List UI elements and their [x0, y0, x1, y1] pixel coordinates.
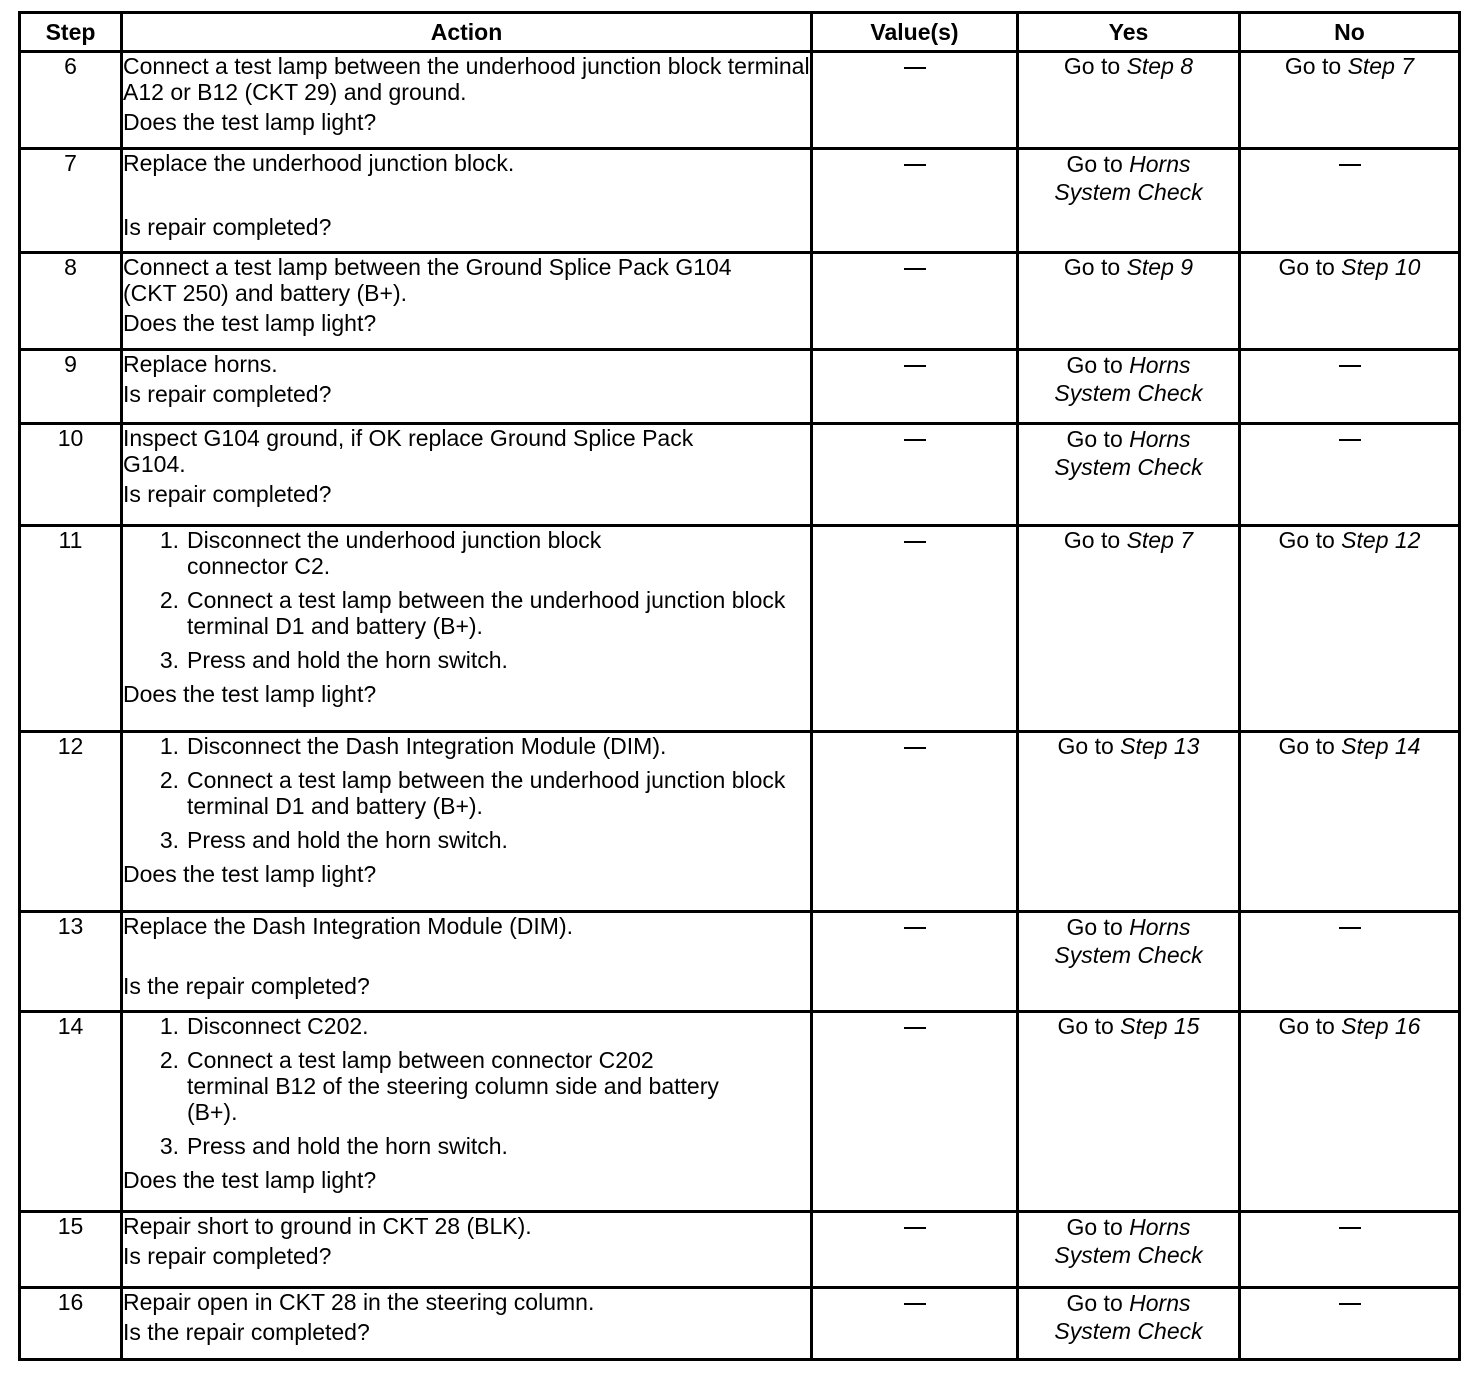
yes-goto-target: Horns [1129, 426, 1191, 452]
step-number: 9 [20, 350, 122, 424]
value-cell [812, 1012, 1018, 1212]
step-number: 8 [20, 253, 122, 350]
yes-goto-target: Horns [1129, 352, 1191, 378]
action-cell [122, 350, 812, 424]
dash-mark [904, 268, 926, 270]
yes-goto-prefix: Go to [1066, 914, 1123, 940]
dash-mark [1339, 1303, 1361, 1305]
step-number: 14 [20, 1012, 122, 1212]
dash-mark [904, 927, 926, 929]
yes-goto-prefix: Go to [1066, 1214, 1123, 1240]
action-cell [122, 424, 812, 526]
table-row-step-11 [20, 526, 1460, 732]
step-number: 12 [20, 732, 122, 912]
yes-goto-target: Step 9 [1126, 254, 1194, 280]
step-number: 16 [20, 1288, 122, 1360]
action-question: Is repair completed? [123, 214, 332, 240]
action-question: Does the test lamp light? [123, 861, 377, 887]
dash-mark [1339, 1227, 1361, 1229]
yes-goto-target: Step 8 [1126, 53, 1194, 79]
dash-mark [904, 1303, 926, 1305]
action-question: Does the test lamp light? [123, 681, 377, 707]
list-item: 1. Disconnect the Dash Integration Module (DIM). [159, 733, 667, 759]
list-item: 1. Disconnect the underhood junction block connector C2. [159, 527, 602, 579]
no-goto-prefix: Go to [1278, 254, 1335, 280]
action-question: Does the test lamp light? [123, 1167, 377, 1193]
list-item: 2. Connect a test lamp between the underhood junction block terminal D1 and battery (B+). [159, 587, 786, 639]
header-row [20, 13, 1460, 52]
no-cell [1240, 1288, 1460, 1360]
action-question: Does the test lamp light? [123, 109, 377, 135]
action-text: Connect a test lamp between the underhood junction block terminal A12 or B12 (CKT 29) and ground. [123, 53, 810, 105]
dash-mark [1339, 164, 1361, 166]
yes-cell [1018, 424, 1240, 526]
yes-goto-prefix: Go to [1063, 254, 1121, 280]
table-row-step-14 [20, 1012, 1460, 1212]
dash-mark [1339, 927, 1361, 929]
substep-list [123, 1013, 810, 1167]
substep-list [123, 527, 810, 681]
action-text: Inspect G104 ground, if OK replace Ground Splice Pack G104. [123, 425, 694, 477]
yes-goto-target-line2: System Check [1054, 1242, 1203, 1268]
value-cell [812, 732, 1018, 912]
action-text: Replace horns. [123, 351, 278, 377]
step-number: 13 [20, 912, 122, 1012]
yes-cell [1018, 52, 1240, 149]
step-number: 10 [20, 424, 122, 526]
yes-cell [1018, 1288, 1240, 1360]
value-cell [812, 149, 1018, 253]
yes-goto-target: Horns [1129, 1214, 1191, 1240]
dash-mark [1339, 365, 1361, 367]
no-goto-target: Step 14 [1341, 733, 1421, 759]
yes-goto-prefix: Go to [1066, 151, 1123, 177]
no-cell [1240, 912, 1460, 1012]
yes-goto-prefix: Go to [1057, 1013, 1114, 1039]
no-goto-target: Step 7 [1347, 53, 1415, 79]
value-cell [812, 52, 1018, 149]
dash-mark [904, 541, 926, 543]
yes-goto-target: Step 7 [1126, 527, 1194, 553]
table-row-step-8 [20, 253, 1460, 350]
header-action: Action [122, 13, 812, 52]
dash-mark [904, 747, 926, 749]
action-cell [122, 526, 812, 732]
yes-goto-target-line2: System Check [1054, 454, 1203, 480]
action-text: Replace the underhood junction block. [123, 150, 515, 176]
dash-mark [904, 67, 926, 69]
action-cell [122, 52, 812, 149]
value-cell [812, 1212, 1018, 1288]
table-row-step-6 [20, 52, 1460, 149]
no-goto-prefix: Go to [1278, 1013, 1335, 1039]
table-row-step-10 [20, 424, 1460, 526]
no-cell [1240, 1212, 1460, 1288]
table-row-step-15 [20, 1212, 1460, 1288]
yes-cell [1018, 350, 1240, 424]
yes-cell [1018, 253, 1240, 350]
diagnostic-table-sheet [18, 11, 1458, 1361]
header-no: No [1240, 13, 1460, 52]
yes-goto-target: Step 13 [1120, 733, 1200, 759]
step-number: 11 [20, 526, 122, 732]
yes-goto-target-line2: System Check [1054, 1318, 1203, 1344]
dash-mark [1339, 439, 1361, 441]
header-step: Step [20, 13, 122, 52]
yes-goto-prefix: Go to [1063, 53, 1121, 79]
yes-goto-target-line2: System Check [1054, 380, 1203, 406]
yes-goto-prefix: Go to [1063, 527, 1121, 553]
no-goto-target: Step 10 [1341, 254, 1421, 280]
header-yes: Yes [1018, 13, 1240, 52]
list-item: 3. Press and hold the horn switch. [159, 827, 508, 853]
no-cell [1240, 52, 1460, 149]
action-question: Is repair completed? [123, 381, 332, 407]
action-cell [122, 1212, 812, 1288]
action-question: Is the repair completed? [123, 1319, 370, 1345]
step-number: 15 [20, 1212, 122, 1288]
table-row-step-9 [20, 350, 1460, 424]
action-text: Repair short to ground in CKT 28 (BLK). [123, 1213, 532, 1239]
yes-goto-target: Horns [1129, 1290, 1191, 1316]
no-goto-prefix: Go to [1278, 733, 1335, 759]
yes-goto-target: Horns [1129, 914, 1191, 940]
no-cell [1240, 253, 1460, 350]
action-cell [122, 912, 812, 1012]
yes-goto-prefix: Go to [1066, 426, 1123, 452]
dash-mark [904, 439, 926, 441]
action-cell [122, 1288, 812, 1360]
value-cell [812, 350, 1018, 424]
no-cell [1240, 526, 1460, 732]
no-cell [1240, 424, 1460, 526]
dash-mark [904, 164, 926, 166]
action-question: Is repair completed? [123, 481, 332, 507]
yes-cell [1018, 912, 1240, 1012]
dash-mark [904, 1227, 926, 1229]
step-number: 6 [20, 52, 122, 149]
diagnostic-table [18, 11, 1461, 1361]
action-text: Connect a test lamp between the Ground Splice Pack G104 (CKT 250) and battery (B+). [123, 254, 732, 306]
action-question: Is the repair completed? [123, 973, 370, 999]
action-cell [122, 149, 812, 253]
no-goto-target: Step 16 [1341, 1013, 1421, 1039]
no-cell [1240, 732, 1460, 912]
no-cell [1240, 1012, 1460, 1212]
action-question: Is repair completed? [123, 1243, 332, 1269]
no-cell [1240, 350, 1460, 424]
step-number: 7 [20, 149, 122, 253]
value-cell [812, 253, 1018, 350]
yes-cell [1018, 1212, 1240, 1288]
yes-cell [1018, 149, 1240, 253]
yes-cell [1018, 1012, 1240, 1212]
yes-goto-target-line2: System Check [1054, 942, 1203, 968]
yes-goto-target-line2: System Check [1054, 179, 1203, 205]
action-cell [122, 253, 812, 350]
value-cell [812, 526, 1018, 732]
no-cell [1240, 149, 1460, 253]
table-row-step-12 [20, 732, 1460, 912]
header-values: Value(s) [812, 13, 1018, 52]
list-item: 2. Connect a test lamp between connector C202 terminal B12 of the steering column side and battery (B+). [159, 1047, 719, 1125]
action-cell [122, 1012, 812, 1212]
yes-goto-prefix: Go to [1057, 733, 1114, 759]
action-question: Does the test lamp light? [123, 310, 377, 336]
yes-goto-target: Horns [1129, 151, 1191, 177]
table-row-step-7 [20, 149, 1460, 253]
yes-goto-target: Step 15 [1120, 1013, 1200, 1039]
table-row-step-13 [20, 912, 1460, 1012]
action-cell [122, 732, 812, 912]
no-goto-prefix: Go to [1278, 527, 1335, 553]
value-cell [812, 424, 1018, 526]
value-cell [812, 1288, 1018, 1360]
dash-mark [904, 365, 926, 367]
list-item: 3. Press and hold the horn switch. [159, 1133, 508, 1159]
table-row-step-16 [20, 1288, 1460, 1360]
no-goto-prefix: Go to [1284, 53, 1342, 79]
list-item: 2. Connect a test lamp between the underhood junction block terminal D1 and battery (B+). [159, 767, 786, 819]
list-item: 3. Press and hold the horn switch. [159, 647, 508, 673]
yes-goto-prefix: Go to [1066, 352, 1123, 378]
list-item: 1. Disconnect C202. [159, 1013, 369, 1039]
dash-mark [904, 1027, 926, 1029]
action-text: Replace the Dash Integration Module (DIM). [123, 913, 573, 939]
yes-cell [1018, 732, 1240, 912]
yes-cell [1018, 526, 1240, 732]
yes-goto-prefix: Go to [1066, 1290, 1123, 1316]
no-goto-target: Step 12 [1341, 527, 1421, 553]
value-cell [812, 912, 1018, 1012]
substep-list [123, 733, 810, 861]
action-text: Repair open in CKT 28 in the steering column. [123, 1289, 595, 1315]
